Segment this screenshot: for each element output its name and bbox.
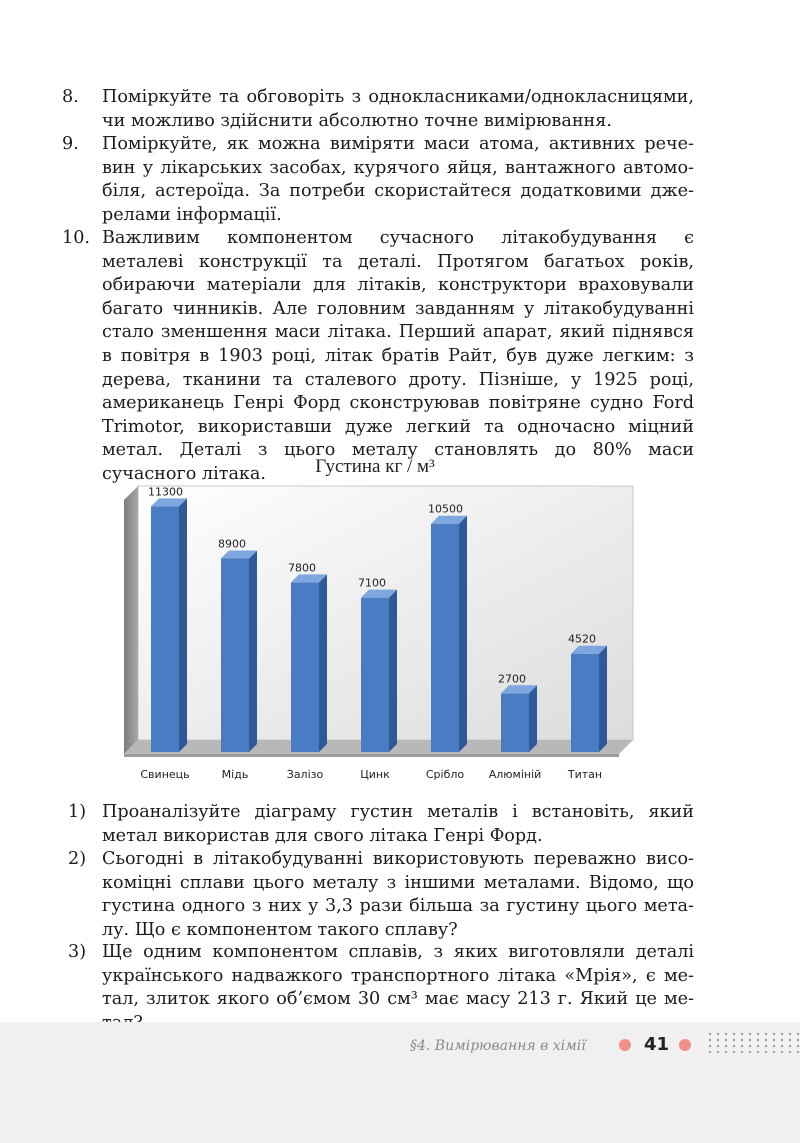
question-number: 9.: [62, 134, 79, 154]
question-10: [62, 227, 694, 487]
question-text: Важливим компонентом сучасного літакобудування є металеві конструкції та деталі. Протягом багатьох років, обираючи матеріали для літаків, конструктори враховували багато чинників. Але головним завданням у літакобудуванні стало зменшення маси літака. Перший апарат, який піднявся в повітря в 1903 році, літак братів Райт, був дуже легким: з дерева, тканини та сталевого дроту. Пізніше, у 1925 році, американець Генрі Форд сконструював повітряне судно Ford Trimotor, використавши дуже легкий та одночасно міцний метал. Деталі з цього металу становлять до 80% маси сучасного літака.: [102, 228, 694, 484]
question-8: [62, 86, 694, 133]
footer-dot-left: [619, 1039, 631, 1051]
question-number: 10.: [62, 228, 90, 248]
chart-side-wall: [124, 486, 138, 754]
subquestion-1: [68, 801, 694, 848]
bar-1: [151, 498, 187, 752]
question-number: 8.: [62, 87, 79, 107]
subquestion-text: Ще одним компонентом сплавів, з яких виготовляли деталі українського надважкого транспортного літака «Мрія», є метал, злиток якого об’ємом 30 см³ має масу 213 г. Який це ме: [102, 942, 694, 1010]
question-9: [62, 133, 694, 227]
bar-2: [221, 551, 257, 752]
subquestion-number: 1): [68, 802, 87, 822]
category-label: Цинк: [360, 768, 390, 781]
subquestion-number: 3): [68, 942, 87, 962]
bar-5: [431, 516, 467, 752]
category-label: Свинець: [140, 768, 190, 781]
footer-dot-pattern: [706, 1031, 800, 1055]
subquestion-text: Сьогодні в літакобудуванні використовують переважно високоміцні сплави цього металу з іншими металами. Відомо, що густина одного з них у 3,3 рази більша за густину цього металу. Що є компонентом такого сплаву?: [102, 849, 694, 940]
bar-value-label: 4520: [568, 632, 596, 646]
bar-7: [571, 646, 607, 752]
category-label: Залізо: [286, 768, 324, 781]
category-label: Алюміній: [488, 768, 542, 781]
subquestion-2: [68, 848, 694, 942]
question-text: Поміркуйте, як можна виміряти маси атома, активних речевин у лікарських засобах, курячого яйця, вантажного автомобіля, астероїда. За потреби скористайтеся додатковими джерелами інформації.: [102, 134, 694, 225]
footer-section-title: §4. Вимірювання в хімії: [410, 1038, 586, 1054]
bar-value-label: 2700: [498, 672, 526, 686]
bar-value-label: 11300: [148, 485, 183, 499]
bar-value-label: 8900: [218, 537, 246, 551]
bar-value-label: 7100: [358, 576, 386, 590]
page-number: 41: [644, 1034, 670, 1055]
bar-4: [361, 590, 397, 752]
category-label: Мідь: [221, 768, 249, 781]
question-text: Поміркуйте та обговоріть з однокласниками/однокласницями, чи можливо здійснити абсолютно точне вимірювання.: [102, 87, 694, 131]
footer-dot-right: [679, 1039, 691, 1051]
bar-3: [291, 574, 327, 752]
category-label: Титан: [567, 768, 603, 781]
chart-floor-edge: [124, 754, 619, 757]
chart-title: Густина кг / м³: [315, 456, 435, 477]
bar-6: [501, 685, 537, 752]
category-label: Срібло: [425, 768, 465, 781]
bar-value-label: 7800: [288, 561, 316, 575]
subquestion-text: Проаналізуйте діаграму густин металів і встановіть, який метал використав для свого літака Генрі Форд.: [102, 802, 694, 846]
subquestion-number: 2): [68, 849, 87, 869]
density-bar-chart: [110, 450, 650, 790]
bar-value-label: 10500: [428, 502, 463, 516]
